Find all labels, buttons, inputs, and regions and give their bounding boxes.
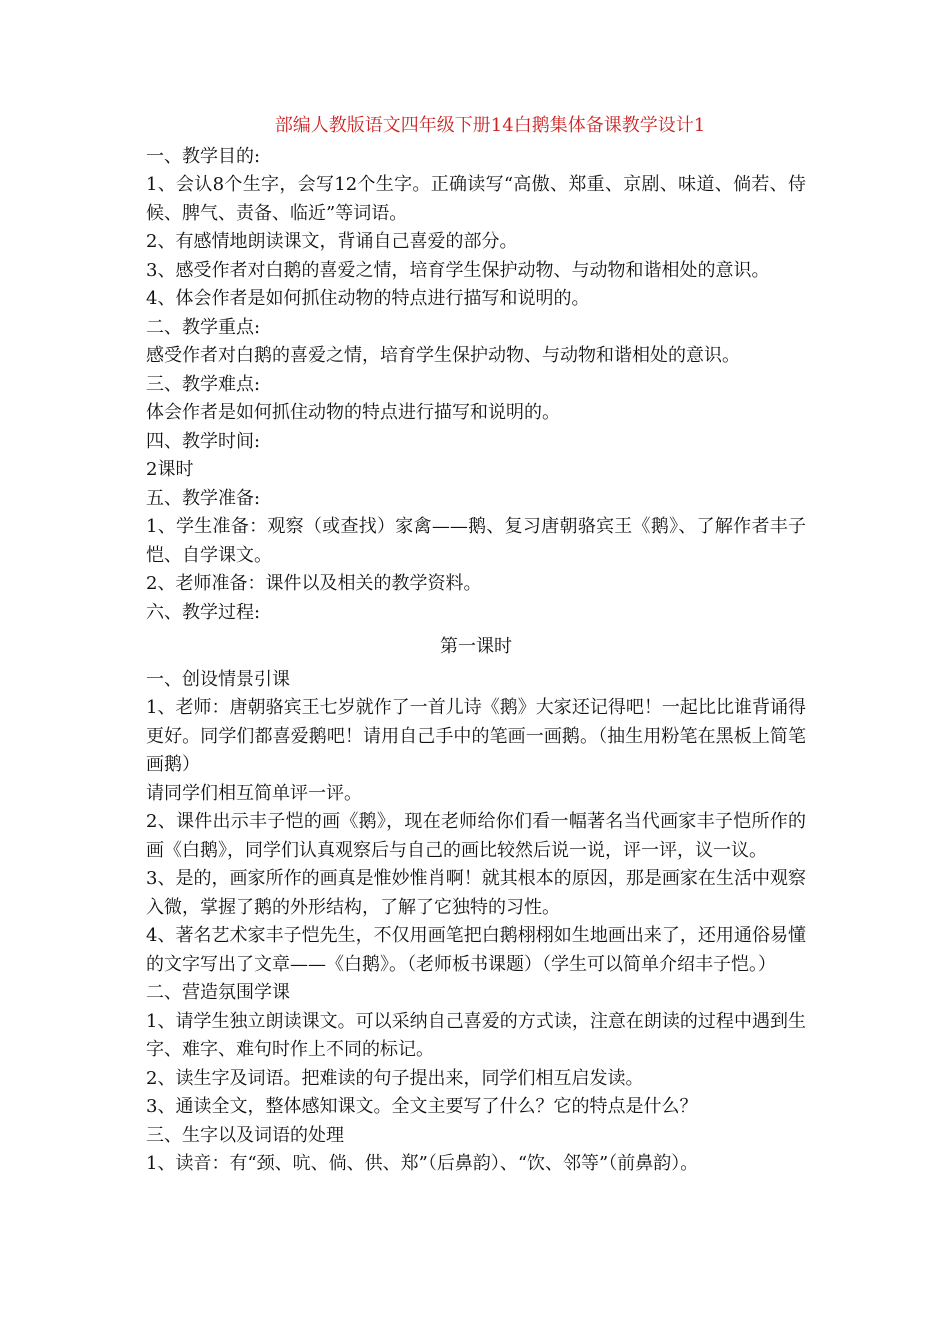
paragraph: 1、读音：有“颈、吭、倘、供、郑”（后鼻韵）、“饮、邻等”（前鼻韵）。 <box>146 1153 699 1174</box>
paragraph: 感受作者对白鹅的喜爱之情，培育学生保护动物、与动物和谐相处的意识。 <box>146 345 740 366</box>
paragraph: 体会作者是如何抓住动物的特点进行描写和说明的。 <box>146 402 560 423</box>
paragraph: 2、老师准备：课件以及相关的教学资料。 <box>146 573 482 594</box>
paragraph: 3、是的，画家所作的画真是惟妙惟肖啊！就其根本的原因，那是画家在生活中观察入微，掌握了鹅的外形结构，了解了它独特的习性。 <box>146 868 806 918</box>
section-heading: 第一课时 <box>440 636 512 657</box>
document-title: 部编人教版语文四年级下册14白鹅集体备课教学设计1 <box>274 115 706 136</box>
paragraph: 2课时 <box>146 459 194 480</box>
heading-objectives: 一、教学目的: <box>146 145 261 167</box>
heading-difficulties: 三、教学难点: <box>146 373 261 395</box>
paragraph: 2、课件出示丰子恺的画《鹅》，现在老师给你们看一幅著名当代画家丰子恺所作的画《白鹅》，同学们认真观察后与自己的画比较然后说一说，评一评，议一议。 <box>146 811 806 861</box>
paragraph: 3、通读全文，整体感知课文。全文主要写了什么？它的特点是什么？ <box>146 1096 698 1117</box>
paragraph: 4、体会作者是如何抓住动物的特点进行描写和说明的。 <box>146 288 590 309</box>
heading-intro: 一、创设情景引课 <box>146 668 290 690</box>
heading-key-points: 二、教学重点: <box>146 316 261 338</box>
paragraph: 请同学们相互简单评一评。 <box>146 782 362 804</box>
paragraph: 1、请学生独立朗读课文。可以采纳自己喜爱的方式读，注意在朗读的过程中遇到生字、难字、难句时作上不同的标记。 <box>146 1010 806 1060</box>
heading-time: 四、教学时间: <box>146 430 261 452</box>
paragraph: 1、会认8个生字，会写12个生字。正确读写“高傲、郑重、京剧、味道、倘若、侍候、脾气、责备、临近”等词语。 <box>146 174 806 224</box>
paragraph: 4、著名艺术家丰子恺先生，不仅用画笔把白鹅栩栩如生地画出来了，还用通俗易懂的文字写出了文章——《白鹅》。（老师板书课题）（学生可以简单介绍丰子恺。） <box>146 925 806 975</box>
heading-process: 六、教学过程: <box>146 601 261 623</box>
paragraph: 1、老师：唐朝骆宾王七岁就作了一首儿诗《鹅》大家还记得吧！一起比比谁背诵得更好。同学们都喜爱鹅吧！请用自己手中的笔画一画鹅。（抽生用粉笔在黑板上简笔画鹅） <box>146 697 806 775</box>
paragraph: 1、学生准备：观察（或查找）家禽——鹅、复习唐朝骆宾王《鹅》、了解作者丰子恺、自学课文。 <box>146 516 806 566</box>
document-body <box>146 112 806 1179</box>
paragraph: 2、有感情地朗读课文，背诵自己喜爱的部分。 <box>146 231 518 252</box>
paragraph: 3、感受作者对白鹅的喜爱之情，培育学生保护动物、与动物和谐相处的意识。 <box>146 259 770 281</box>
paragraph: 2、读生字及词语。把难读的句子提出来，同学们相互启发读。 <box>146 1067 644 1089</box>
heading-preparation: 五、教学准备: <box>146 487 261 509</box>
heading-vocabulary: 三、生字以及词语的处理 <box>146 1124 344 1146</box>
heading-atmosphere: 二、营造氛围学课 <box>146 982 290 1003</box>
